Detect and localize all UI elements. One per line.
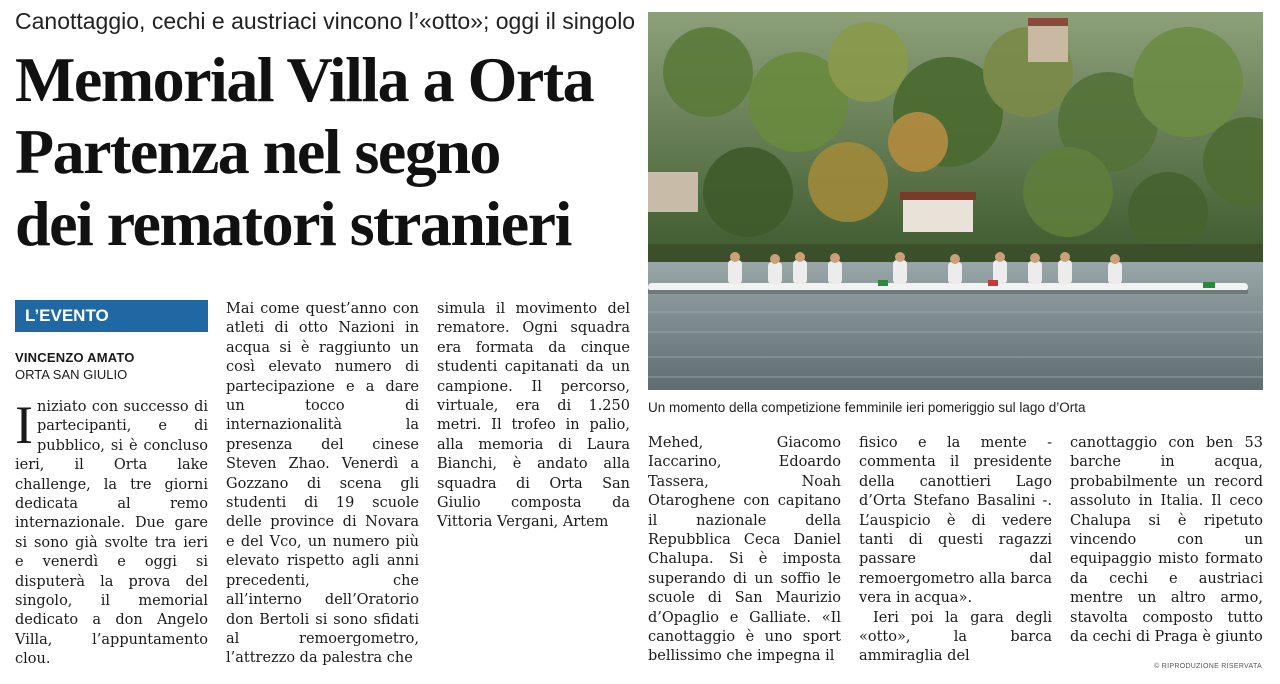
headline-line-1: Memorial Villa a Orta (15, 44, 594, 115)
article-column-6: canottaggio con ben 53 barche in acqua, probabilmente un record assoluto in Italia. Il ceco Chalupa si è ripetuto vincendo con un equipaggio misto formato da cechi e austriaci mentre un altro armo, stavolta composto tutto da cechi di Praga è giunto (1070, 435, 1263, 646)
drop-cap: I (15, 398, 33, 455)
body-paragraph-1: niziato con successo di partecipanti, e di pubblico, si è concluso ieri, il Orta lake challenge, la tre giorni dedicata al remo internazionale. Due gare si sono già svolte tra ieri e venerdì e oggi si disputerà la prova del singolo, il memorial dedicato a don Angelo Villa, l’appuntamento clou. (15, 399, 208, 668)
author-name: VINCENZO AMATO (15, 350, 135, 365)
article-headline (15, 44, 645, 260)
lake-rowing-image (648, 12, 1263, 390)
rowing-photo (648, 12, 1263, 390)
photo-caption: Un momento della competizione femminile ieri pomeriggio sul lago d’Orta (648, 400, 1086, 415)
article-column-3: simula il movimento del rematore. Ogni squadra era formata da cinque studenti capitanati da un campione. Il percorso, virtuale, era di 1.250 metri. Il trofeo in palio, alla memoria di Laura Bianchi, è andato alla squadra di Orta San Giulio composta da Vittoria Vergani, Artem (437, 301, 630, 531)
dateline: ORTA SAN GIULIO (15, 367, 128, 382)
article-column-4: Mehed, Giacomo Iaccarino, Edoardo Tassera, Noah Otaroghene con capitano il nazionale della Repubblica Ceca Daniel Chalupa. Si è imposta superando di un soffio le scuole di San Maurizio d’Opaglio e Galliate. «Il canottaggio è uno sport bellissimo che impegna il (648, 435, 841, 665)
copyright-note: © RIPRODUZIONE RISERVATA (1154, 663, 1262, 670)
headline-line-2: Partenza nel segno (15, 116, 500, 187)
section-tag: L’EVENTO (15, 300, 208, 332)
article-kicker: Canottaggio, cechi e austriaci vincono l’«otto»; oggi il singolo (15, 8, 636, 34)
headline-line-3: dei rematori stranieri (15, 188, 571, 259)
article-column-1 (15, 398, 208, 670)
article-column-2: Mai come quest’anno con atleti di otto Nazioni in acqua si è raggiunto un così elevato numero di partecipazione e a dare un tocco di internazionalità la presenza del cinese Steven Zhao. Venerdì a Gozzano di scena gli studenti di 19 scuole delle province di Novara e del Vco, un numero più elevato rispetto agli anni precedenti, che all’interno dell’Oratorio don Bertoli si sono sfidati al remoergometro, l’attrezzo da palestra che (226, 301, 419, 667)
article-column-5: fisico e la mente - commenta il presidente della canottieri Lago d’Orta Stefano Basalini -. L’auspicio è di vedere tanti di questi ragazzi passare dal remoergometro alla barca vera in acqua». Ieri poi la gara degli «otto», la barca ammiraglia del (859, 435, 1052, 665)
